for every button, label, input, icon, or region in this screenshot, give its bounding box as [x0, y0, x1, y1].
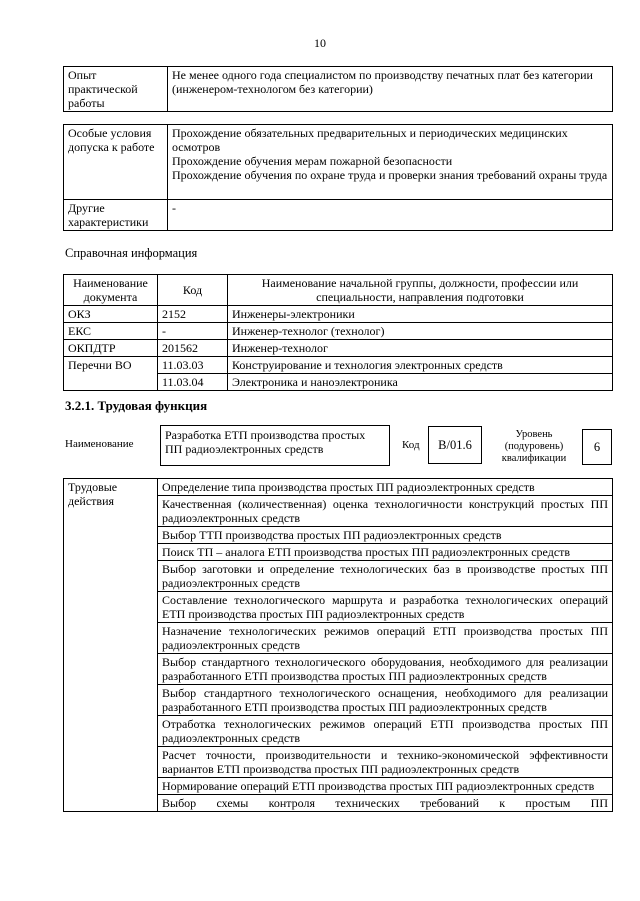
experience-table	[63, 66, 613, 112]
section-title: 3.2.1. Трудовая функция	[65, 398, 208, 413]
labor-action-item: Составление технологического маршрута и разработка технологических операций ЕТП производства простых ПП радиоэлектронных средств	[158, 592, 613, 623]
labor-action-item: Расчет точности, производительности и технико-экономической эффективности вариантов ЕТП производства простых ПП радиоэлектронных средств	[158, 747, 613, 778]
ref-cell-code: 11.03.04	[158, 374, 228, 391]
ref-cell-document: ЕКС	[64, 323, 158, 340]
ref-cell-code: -	[158, 323, 228, 340]
special-conditions-label: Особые условия допуска к работе	[64, 125, 168, 200]
labor-action-item: Выбор стандартного технологического оборудования, необходимого для реализации разработанного ЕТП производства простых ПП радиоэлектронных средств	[158, 654, 613, 685]
ref-header-name: Наименование начальной группы, должности, профессии или специальности, направления подготовки	[228, 275, 613, 306]
labor-action-item: Определение типа производства простых ПП радиоэлектронных средств	[158, 479, 613, 496]
ref-cell-code: 11.03.03	[158, 357, 228, 374]
special-conditions-value	[168, 125, 613, 200]
table-row	[64, 479, 613, 496]
experience-value: Не менее одного года специалистом по производству печатных плат без категории (инженером-технологом без категории)	[168, 67, 613, 112]
labor-action-item: Выбор схемы контроля технических требований к простым ПП	[158, 795, 613, 812]
function-code-label: Код	[402, 439, 420, 451]
ref-cell-document: ОКЗ	[64, 306, 158, 323]
page-number: 10	[314, 36, 326, 50]
table-row	[64, 357, 613, 374]
ref-cell-name: Инженеры-электроники	[228, 306, 613, 323]
table-row	[64, 340, 613, 357]
other-characteristics-value: -	[168, 200, 613, 231]
ref-header-document: Наименование документа	[64, 275, 158, 306]
labor-actions-label: Трудовые действия	[64, 479, 158, 812]
function-name-value: Разработка ЕТП производства простых ПП радиоэлектронных средств	[160, 425, 390, 466]
labor-action-item: Поиск ТП – аналога ЕТП производства простых ПП радиоэлектронных средств	[158, 544, 613, 561]
labor-action-item: Выбор стандартного технологического оснащения, необходимого для реализации разработанного ЕТП производства простых ПП радиоэлектронных средств	[158, 685, 613, 716]
conditions-table	[63, 124, 613, 231]
special-condition-item: Прохождение обязательных предварительных и периодических медицинских осмотров	[172, 126, 568, 154]
ref-cell-document: Перечни ВО	[64, 357, 158, 391]
ref-header-code: Код	[158, 275, 228, 306]
labor-action-item: Нормирование операций ЕТП производства простых ПП радиоэлектронных средств	[158, 778, 613, 795]
labor-action-item: Выбор ТТП производства простых ПП радиоэлектронных средств	[158, 527, 613, 544]
table-row	[64, 306, 613, 323]
reference-info-title: Справочная информация	[65, 246, 198, 260]
function-name-label: Наименование	[65, 438, 134, 450]
special-condition-item: Прохождение обучения мерам пожарной безопасности	[172, 154, 453, 168]
labor-action-item: Отработка технологических режимов операций ЕТП производства простых ПП радиоэлектронных средств	[158, 716, 613, 747]
ref-cell-code: 201562	[158, 340, 228, 357]
ref-cell-name: Инженер-технолог	[228, 340, 613, 357]
function-code-value: B/01.6	[428, 426, 482, 464]
qualification-level-value: 6	[582, 429, 612, 465]
other-characteristics-label: Другие характеристики	[64, 200, 168, 231]
ref-cell-document: ОКПДТР	[64, 340, 158, 357]
labor-actions-table	[63, 478, 613, 812]
ref-cell-name: Электроника и наноэлектроника	[228, 374, 613, 391]
special-condition-item: Прохождение обучения по охране труда и проверки знания требований охраны труда	[172, 168, 608, 182]
ref-cell-name: Инженер-технолог (технолог)	[228, 323, 613, 340]
reference-table	[63, 274, 613, 391]
ref-cell-name: Конструирование и технология электронных средств	[228, 357, 613, 374]
ref-cell-code: 2152	[158, 306, 228, 323]
table-row	[64, 323, 613, 340]
experience-label: Опыт практической работы	[64, 67, 168, 112]
labor-action-item: Назначение технологических режимов операций ЕТП производства простых ПП радиоэлектронных средств	[158, 623, 613, 654]
qualification-level-label: Уровень (подуровень) квалификации	[501, 429, 567, 464]
labor-action-item: Выбор заготовки и определение технологических баз в производстве простых ПП радиоэлектронных средств	[158, 561, 613, 592]
labor-action-item: Качественная (количественная) оценка технологичности конструкций простых ПП радиоэлектронных средств	[158, 496, 613, 527]
